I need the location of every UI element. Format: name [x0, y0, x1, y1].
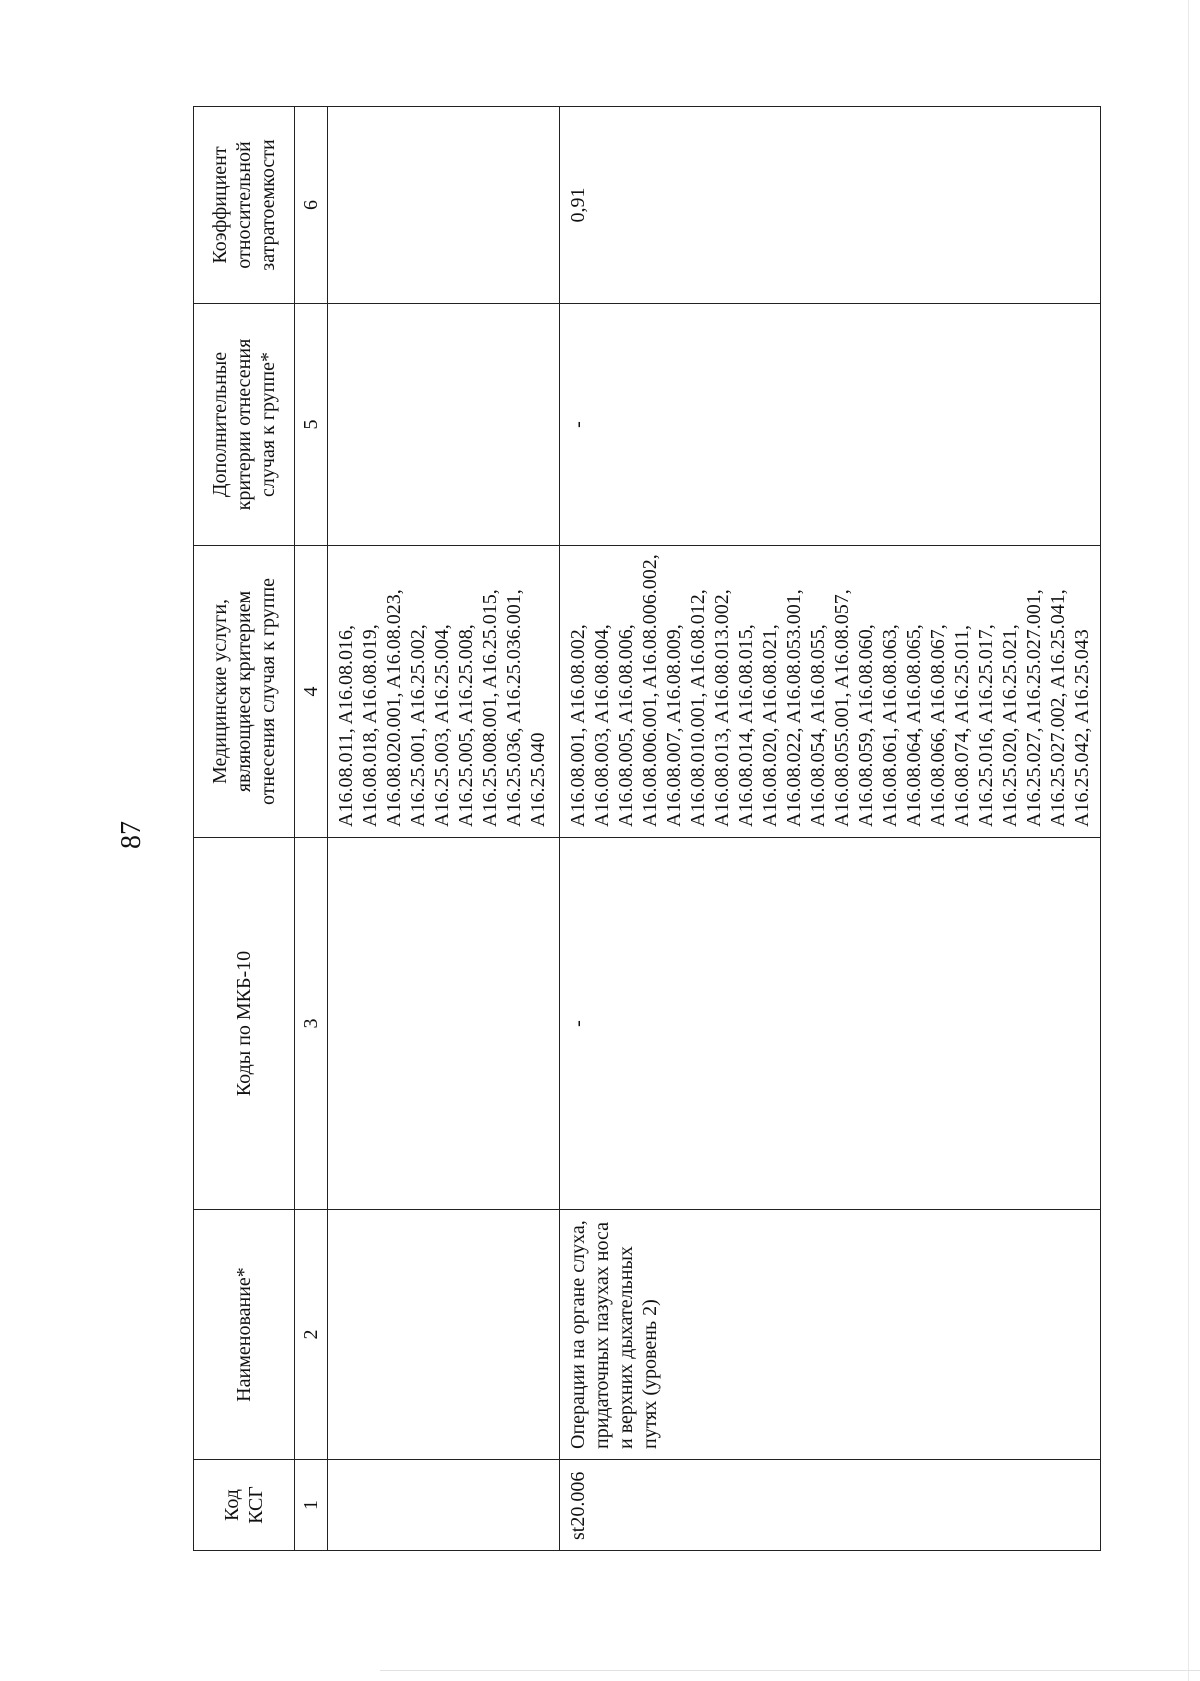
column-number: 4 [295, 546, 328, 838]
service-codes-line: A16.08.064, A16.08.065, [903, 624, 925, 827]
service-codes-line: A16.08.074, A16.25.011, [951, 624, 973, 827]
service-codes-line: A16.08.003, A16.08.004, [591, 624, 613, 827]
name-cell: Операции на органе слуха, придаточных пазухах носа и верхних дыхательных путях (уровень 2) [560, 1210, 1101, 1460]
ksg-table [193, 106, 1101, 1551]
service-codes-line: A16.08.010.001, A16.08.012, [687, 589, 709, 827]
service-codes-line: A16.08.020, A16.08.021, [759, 624, 781, 827]
service-codes-line: A16.25.003, A16.25.004, [431, 624, 453, 827]
page-number: 87 [116, 821, 147, 849]
ksg-code-cell [328, 1460, 560, 1551]
table-row [560, 107, 1101, 1551]
service-codes-line: A16.25.020, A16.25.021, [999, 624, 1021, 827]
service-codes-line: A16.08.066, A16.08.067, [927, 624, 949, 827]
service-codes-line: A16.08.020.001, A16.08.023, [383, 589, 405, 827]
service-codes-line: A16.08.022, A16.08.053.001, [783, 589, 805, 827]
ksg-code-cell: st20.006 [560, 1460, 1101, 1551]
services-cell [560, 546, 1101, 838]
header-medical-services: Медицинские услуги, являющиеся критерием отнесения случая к группе [194, 546, 295, 838]
coefficient-cell: 0,91 [560, 107, 1101, 304]
service-codes-line: A16.25.001, A16.25.002, [407, 624, 429, 827]
service-codes-line: A16.08.006.001, A16.08.006.002, [639, 554, 661, 827]
column-number-row [295, 107, 328, 1551]
service-codes-line: A16.08.011, A16.08.016, [335, 624, 357, 827]
header-icd10-codes: Коды по МКБ-10 [194, 838, 295, 1210]
service-codes-line: A16.08.061, A16.08.063, [879, 624, 901, 827]
header-cost-coefficient: Коэффициент относительной затратоемкости [194, 107, 295, 304]
scan-edge-line [1188, 0, 1189, 1681]
extra-criteria-cell [328, 304, 560, 546]
service-codes-line: A16.08.054, A16.08.055, [807, 624, 829, 827]
column-number: 1 [295, 1460, 328, 1551]
service-codes-line: A16.25.016, A16.25.017, [975, 624, 997, 827]
extra-criteria-cell: - [560, 304, 1101, 546]
service-codes-line: A16.25.040 [527, 732, 549, 827]
icd-cell: - [560, 838, 1101, 1210]
service-codes-line: A16.25.027.002, A16.25.041, [1047, 589, 1069, 827]
service-codes-line: A16.08.059, A16.08.060, [855, 624, 877, 827]
scan-edge-line-bottom [380, 1670, 1200, 1671]
service-codes-line: A16.08.005, A16.08.006, [615, 624, 637, 827]
services-cell [328, 546, 560, 838]
name-cell [328, 1210, 560, 1460]
service-codes-line: A16.08.001, A16.08.002, [567, 624, 589, 827]
coefficient-cell [328, 107, 560, 304]
header-ksg-code: Код КСГ [194, 1460, 295, 1551]
column-number: 6 [295, 107, 328, 304]
column-number: 3 [295, 838, 328, 1210]
icd-cell [328, 838, 560, 1210]
table-container [193, 107, 1098, 1551]
service-codes-line: A16.25.027, A16.25.027.001, [1023, 589, 1045, 827]
service-codes-line: A16.25.005, A16.25.008, [455, 624, 477, 827]
service-codes-line: A16.08.007, A16.08.009, [663, 624, 685, 827]
service-codes-line: A16.25.008.001, A16.25.015, [479, 589, 501, 827]
header-row [194, 107, 295, 1551]
header-name: Наименование* [194, 1210, 295, 1460]
column-number: 5 [295, 304, 328, 546]
service-codes-line: A16.25.042, A16.25.043 [1071, 629, 1093, 827]
service-codes-line: A16.25.036, A16.25.036.001, [503, 589, 525, 827]
service-codes-line: A16.08.014, A16.08.015, [735, 624, 757, 827]
column-number: 2 [295, 1210, 328, 1460]
service-codes-line: A16.08.055.001, A16.08.057, [831, 589, 853, 827]
header-extra-criteria: Дополнительные критерии отнесения случая к группе* [194, 304, 295, 546]
service-codes-line: A16.08.018, A16.08.019, [359, 624, 381, 827]
table-row [328, 107, 560, 1551]
service-codes-line: A16.08.013, A16.08.013.002, [711, 589, 733, 827]
